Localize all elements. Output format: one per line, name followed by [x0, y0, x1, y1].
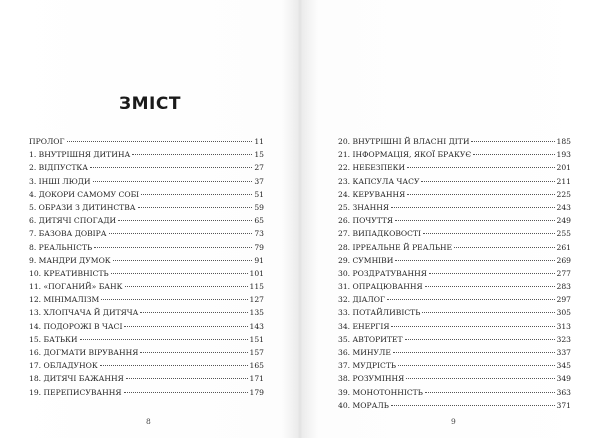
dot-leader [94, 247, 252, 248]
dot-leader [422, 312, 554, 313]
dot-leader [454, 247, 554, 248]
toc-entry-page: 185 [556, 137, 571, 146]
toc-entry-page: 179 [249, 387, 264, 397]
dot-leader [405, 339, 555, 340]
toc-entry [338, 280, 571, 293]
toc-entry [338, 267, 571, 280]
toc-entry-title: 4. ДОКОРИ САМОМУ СОБІ [29, 189, 140, 199]
toc-entry [338, 293, 571, 306]
toc-entry-title: 5. ОБРАЗИ З ДИТИНСТВА [29, 202, 136, 212]
toc-entry-title: 34. ЕНЕРГІЯ [338, 321, 390, 331]
toc-entry [29, 346, 264, 359]
dot-leader [111, 273, 248, 274]
toc-entry-page: 261 [556, 242, 571, 252]
toc-entry [338, 241, 571, 254]
toc-entry-title: 31. ОПРАЦЮВАННЯ [338, 282, 423, 292]
toc-entry-title: 28. ІРРЕАЛЬНЕ Й РЕАЛЬНЕ [338, 242, 453, 252]
dot-leader [67, 141, 253, 142]
toc-entry-page: 201 [556, 163, 571, 173]
toc-entry [338, 399, 571, 412]
toc-entry-page: 79 [254, 242, 264, 252]
toc-entry-title: 36. МИНУЛЕ [338, 348, 391, 357]
toc-entry-title: 35. АВТОРИТЕТ [338, 334, 403, 344]
toc-entry [29, 280, 264, 293]
toc-entry-page: 371 [556, 400, 571, 410]
toc-entry-page: 283 [556, 282, 571, 292]
dot-leader [100, 365, 248, 366]
dot-leader [132, 154, 252, 155]
toc-entry [29, 214, 264, 227]
toc-entry-title: 11. «ПОГАНИЙ» БАНК [29, 282, 123, 292]
dot-leader [395, 220, 555, 221]
toc-entry [29, 306, 264, 319]
toc-entry-page: 115 [249, 282, 264, 292]
toc-entry-title: 17. ОБЛАДУНОК [29, 361, 98, 371]
toc-entry-title: 27. ВИПАДКОВОСТІ [338, 229, 422, 239]
toc-entry-title: 40. МОРАЛЬ [338, 400, 389, 410]
toc-entry-page: 323 [556, 334, 571, 344]
right-page-number: 9 [451, 417, 456, 426]
toc-entry-page: 65 [254, 216, 264, 226]
toc-entry-title: 37. МУДРІСТЬ [338, 361, 397, 371]
dot-leader [391, 326, 554, 327]
toc-entry-page: 151 [249, 334, 264, 344]
toc-entry [338, 148, 571, 161]
toc-entry-page: 269 [556, 255, 571, 265]
toc-entry-page: 171 [249, 374, 264, 384]
dot-leader [423, 233, 554, 234]
toc-entry [338, 386, 571, 399]
toc-entry-page: 51 [254, 189, 264, 199]
toc-entry-title: 24. КЕРУВАННЯ [338, 189, 406, 199]
dot-leader [109, 233, 253, 234]
toc-entry-page: 157 [249, 348, 264, 357]
dot-leader [124, 326, 247, 327]
toc-entry-page: 27 [254, 163, 264, 173]
dot-leader [113, 260, 253, 261]
toc-entry-title: 38. РОЗУМІННЯ [338, 374, 405, 384]
toc-entry-page: 135 [249, 308, 264, 318]
toc-entry-page: 15 [254, 150, 264, 160]
dot-leader [140, 352, 247, 353]
toc-entry [338, 201, 571, 214]
toc-entry-title: 30. РОЗДРАТУВАННЯ [338, 268, 427, 278]
toc-entry-page: 249 [556, 216, 571, 226]
dot-leader [141, 194, 252, 195]
toc-entry-title: 7. БАЗОВА ДОВІРА [29, 229, 107, 239]
toc-entry [29, 241, 264, 254]
toc-entry [29, 372, 264, 385]
toc-entry-page: 211 [556, 176, 571, 186]
toc-entry [338, 306, 571, 319]
toc-entry-title: 1. ВНУТРІШНЯ ДИТИНА [29, 150, 131, 160]
dot-leader [391, 405, 555, 406]
toc-entry [29, 254, 264, 267]
toc-entry-title: 10. КРЕАТИВНІСТЬ [29, 268, 109, 278]
toc-entry [338, 359, 571, 372]
toc-entry-title: 20. ВНУТРІШНІ Й ВЛАСНІ ДІТИ [338, 137, 470, 146]
dot-leader [421, 181, 554, 182]
dot-leader [101, 299, 247, 300]
dot-leader [118, 220, 252, 221]
toc-entry-title: 19. ПЕРЕПИСУВАННЯ [29, 387, 122, 397]
dot-leader [407, 194, 554, 195]
toc-entry-title: ПРОЛОГ [29, 137, 65, 146]
toc-entry [29, 188, 264, 201]
toc-right-column [338, 135, 571, 412]
toc-entry-title: 12. МІНІМАЛІЗМ [29, 295, 100, 305]
toc-entry [338, 346, 571, 359]
page-title: ЗМІСТ [119, 94, 181, 114]
toc-entry-title: 33. ПОТАЙЛИВІСТЬ [338, 308, 421, 318]
toc-entry-page: 345 [556, 361, 571, 371]
toc-entry-page: 313 [556, 321, 571, 331]
toc-entry [338, 227, 571, 240]
toc-entry-title: 8. РЕАЛЬНІСТЬ [29, 242, 93, 252]
toc-entry-title: 15. БАТЬКИ [29, 334, 78, 344]
toc-entry [338, 254, 571, 267]
toc-entry-title: 23. КАПСУЛА ЧАСУ [338, 176, 420, 186]
toc-entry [29, 161, 264, 174]
toc-entry-title: 9. МАНДРИ ДУМОК [29, 255, 111, 265]
toc-entry-page: 243 [556, 202, 571, 212]
toc-entry-title: 13. ХЛОПЧАЧА Й ДИТЯЧА [29, 308, 139, 318]
toc-entry-page: 37 [254, 176, 264, 186]
dot-leader [395, 260, 554, 261]
dot-leader [406, 378, 554, 379]
toc-entry-title: 26. ПОЧУТТЯ [338, 216, 393, 226]
toc-entry-title: 6. ДИТЯЧІ СПОГАДИ [29, 216, 117, 226]
toc-left-column [29, 135, 264, 399]
toc-entry-page: 11 [254, 137, 264, 146]
toc-entry [29, 267, 264, 280]
dot-leader [425, 286, 555, 287]
dot-leader [387, 299, 554, 300]
dot-leader [407, 167, 554, 168]
dot-leader [391, 207, 555, 208]
dot-leader [80, 339, 248, 340]
toc-entry [29, 201, 264, 214]
dot-leader [125, 286, 248, 287]
toc-entry [338, 320, 571, 333]
toc-entry [338, 175, 571, 188]
dot-leader [473, 154, 554, 155]
toc-entry-page: 127 [249, 295, 264, 305]
toc-entry-title: 25. ЗНАННЯ [338, 202, 389, 212]
toc-entry-title: 29. СУМНІВИ [338, 255, 394, 265]
toc-entry-page: 165 [249, 361, 264, 371]
toc-entry-title: 22. НЕБЕЗПЕКИ [338, 163, 406, 173]
toc-entry [338, 214, 571, 227]
toc-entry [29, 175, 264, 188]
toc-entry [29, 148, 264, 161]
toc-entry-page: 73 [254, 229, 264, 239]
toc-entry-page: 363 [556, 387, 571, 397]
toc-entry [29, 333, 264, 346]
toc-entry-title: 18. ДИТЯЧІ БАЖАННЯ [29, 374, 124, 384]
toc-entry-page: 225 [556, 189, 571, 199]
dot-leader [471, 141, 554, 142]
toc-entry [338, 161, 571, 174]
dot-leader [398, 365, 554, 366]
left-page-number: 8 [146, 417, 151, 426]
dot-leader [393, 352, 555, 353]
dot-leader [425, 392, 555, 393]
toc-entry [29, 386, 264, 399]
dot-leader [140, 312, 247, 313]
toc-entry-page: 59 [254, 202, 264, 212]
toc-entry-page: 91 [254, 255, 264, 265]
toc-entry-title: 3. ІНШІ ЛЮДИ [29, 176, 91, 186]
dot-leader [90, 167, 252, 168]
toc-entry-page: 193 [556, 150, 571, 160]
toc-entry-page: 337 [556, 348, 571, 357]
dot-leader [138, 207, 253, 208]
toc-entry-page: 101 [249, 268, 264, 278]
toc-entry [29, 135, 264, 148]
toc-entry-title: 21. ІНФОРМАЦІЯ, ЯКОЇ БРАКУЄ [338, 150, 472, 160]
toc-entry-page: 277 [556, 268, 571, 278]
toc-entry-page: 297 [556, 295, 571, 305]
toc-entry-title: 2. ВІДПУСТКА [29, 163, 89, 173]
toc-entry-page: 143 [249, 321, 264, 331]
toc-entry [338, 188, 571, 201]
toc-entry-page: 255 [556, 229, 571, 239]
toc-entry [29, 320, 264, 333]
toc-entry-page: 349 [556, 374, 571, 384]
toc-entry [338, 333, 571, 346]
toc-entry [29, 293, 264, 306]
toc-entry [29, 359, 264, 372]
toc-entry-page: 305 [556, 308, 571, 318]
dot-leader [126, 378, 248, 379]
toc-entry-title: 32. ДІАЛОГ [338, 295, 386, 305]
toc-entry-title: 14. ПОДОРОЖІ В ЧАСІ [29, 321, 123, 331]
dot-leader [93, 181, 253, 182]
toc-entry [29, 227, 264, 240]
dot-leader [124, 392, 248, 393]
toc-entry [338, 372, 571, 385]
toc-entry-title: 16. ДОГМАТИ ВІРУВАННЯ [29, 348, 139, 357]
toc-entry-title: 39. МОНОТОННІСТЬ [338, 387, 423, 397]
toc-entry [338, 135, 571, 148]
dot-leader [429, 273, 555, 274]
